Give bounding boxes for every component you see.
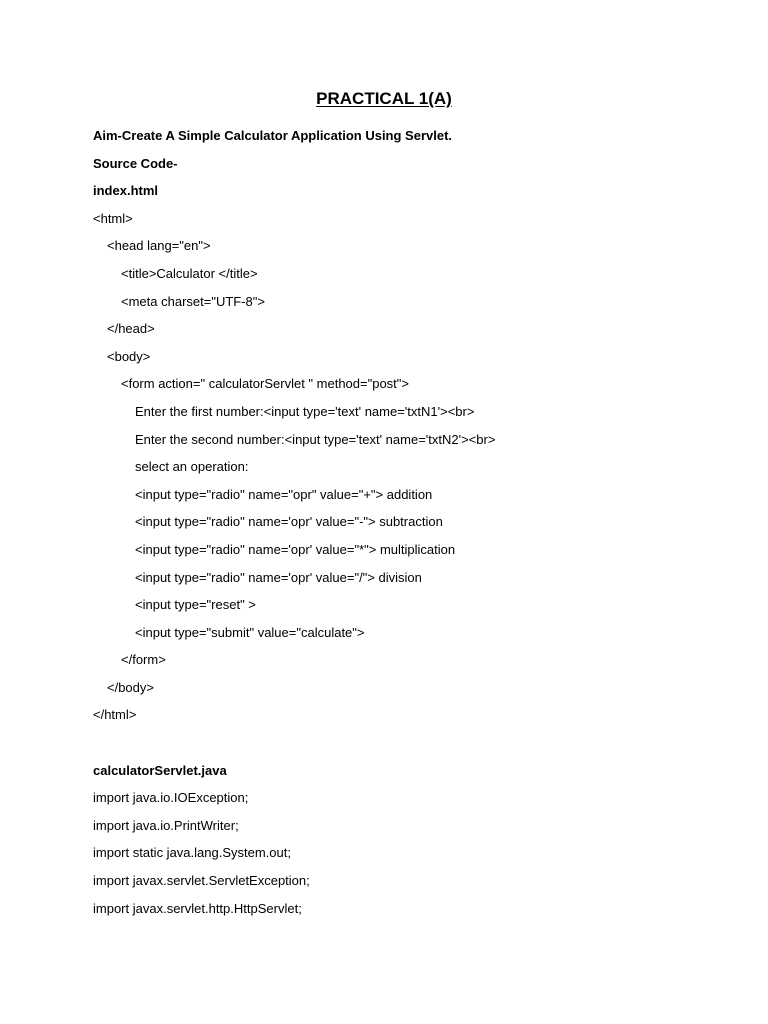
- code-line: <input type="radio" name="opr" value="+"> addition: [135, 486, 433, 502]
- code-line: Enter the second number:<input type='text' name='txtN2'><br>: [135, 431, 496, 447]
- code-line: select an operation:: [135, 459, 249, 475]
- code-line: import javax.servlet.ServletException;: [93, 873, 310, 889]
- code-line: <input type="radio" name='opr' value="/"> division: [135, 569, 422, 585]
- file-name-servlet-java: calculatorServlet.java: [93, 762, 227, 778]
- code-line: import static java.lang.System.out;: [93, 845, 291, 861]
- file-name-index-html: index.html: [93, 183, 159, 199]
- code-line: import java.io.PrintWriter;: [93, 817, 239, 833]
- code-line: <input type="submit" value="calculate">: [135, 624, 365, 640]
- code-line: <input type="reset" >: [135, 597, 256, 613]
- code-line: <meta charset="UTF-8">: [121, 293, 265, 309]
- source-code-label: Source Code-: [93, 155, 178, 171]
- code-line: <head lang="en">: [107, 238, 211, 254]
- page-title: PRACTICAL 1(A): [316, 89, 452, 108]
- code-line: <title>Calculator </title>: [121, 265, 258, 281]
- code-line: <html>: [93, 210, 133, 226]
- aim-heading: Aim-Create A Simple Calculator Application Using Servlet.: [93, 128, 453, 143]
- code-line: </html>: [93, 707, 137, 723]
- blank-spacer: [93, 729, 733, 757]
- code-line: </form>: [121, 652, 166, 668]
- code-line: <input type="radio" name='opr' value="*"> multiplication: [135, 541, 456, 557]
- code-line: </body>: [107, 679, 154, 695]
- code-line: </head>: [107, 321, 155, 337]
- document-body: [93, 122, 733, 922]
- code-line: <form action=" calculatorServlet " method="post">: [121, 376, 409, 392]
- code-line: import javax.servlet.http.HttpServlet;: [93, 900, 302, 916]
- code-line: <body>: [107, 348, 151, 364]
- code-line: <input type="radio" name='opr' value="-"> subtraction: [135, 514, 443, 530]
- code-line: import java.io.IOException;: [93, 790, 249, 806]
- code-line: Enter the first number:<input type='text' name='txtN1'><br>: [135, 403, 475, 419]
